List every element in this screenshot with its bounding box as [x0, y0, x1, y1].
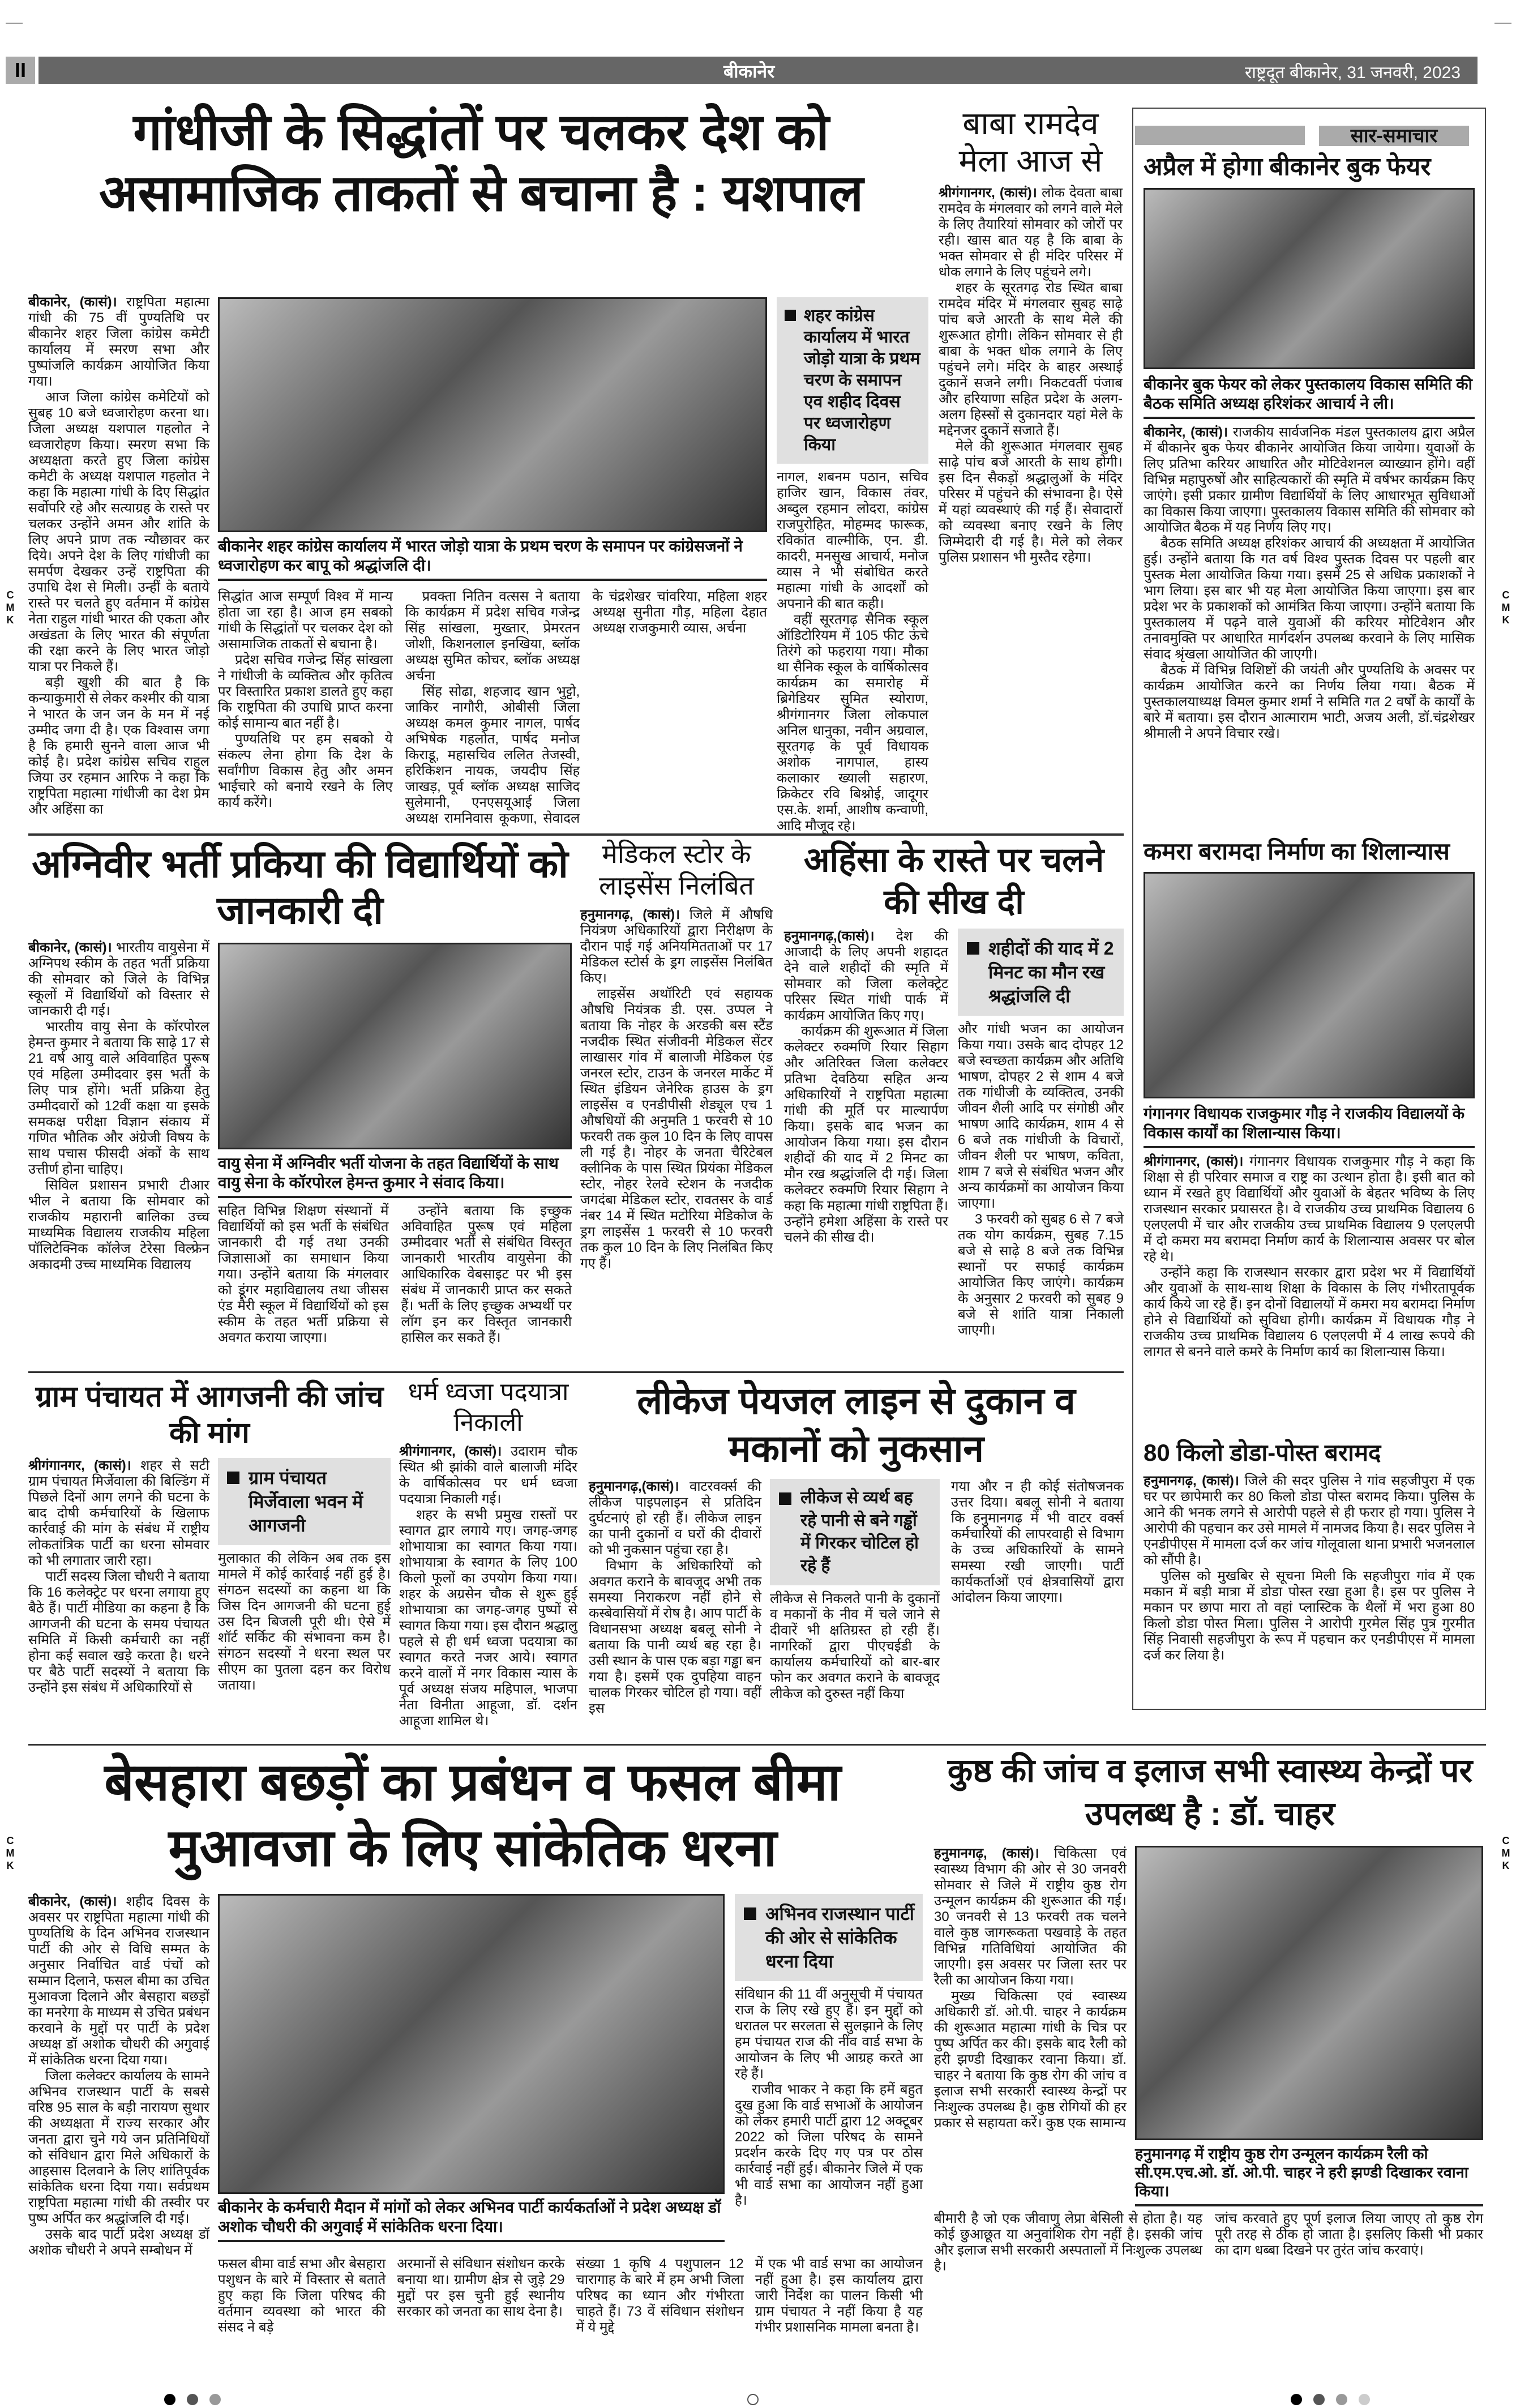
highlight-text: ग्राम पंचायत मिर्जेवाला भवन में आगजनी	[249, 1468, 363, 1536]
dateline: बीकानेर, (कासं)।	[1144, 425, 1228, 440]
paragraph: शहर से सटी ग्राम पंचायत मिर्जेवाला की बिल्डिंग में पिछले दिनों आग लगने की घटना के बाद दोषी कर्मचारियों के खिलाफ कार्रवाई की मांग के संबंध में राष्ट्रीय लोकतांत्रिक पार्टी का धरना सोमवार को भी लगातार जारी रहा।	[28, 1458, 209, 1568]
bullet-square-icon	[227, 1472, 239, 1484]
paragraph: उन्होंने कहा कि राजस्थान सरकार द्वारा प्रदेश भर में विद्यार्थियों और युवाओं के साथ-साथ शिक्षा के विकास के लिए गंभीरतापूर्वक कार्य किये जा रहे हैं। इन दोनों विद्यालयों में कमरा मय बरामदा निर्माण होने से विद्यार्थियों को सुविधा होगी। कार्यक्रम में विधायक गौड़ ने राजकीय उच्च प्राथमिक विद्यालय 6 एलएलपी में 4 लाख रूपये की लागत से बनने वाले कमरे के निर्माण कार्य का शिलान्यास किया।	[1144, 1265, 1475, 1359]
paragraph: संविधान की 11 वीं अनुसूची में पंचायत राज के लिए रखे हुए हैं। इन मुद्दों को धरातल पर सरलता से सुलझाने के लिए हम पंचायत राज की नींव वार्ड सभा के आयोजन के लिए भी आग्रह करते आ रहे हैं।	[735, 1987, 923, 2081]
gram-right-column	[218, 1458, 391, 1738]
doda-headline: 80 किलो डोडा-पोस्त बरामद	[1144, 1439, 1381, 1466]
paragraph: मुलाकात की लेकिन अब तक इस मामले में कोई कार्रवाई नहीं हुई है। संगठन सदस्यों का कहना था कि जिस दिन आगजनी की घटना हुई उस दिन बिजली पूरी थी। ऐसे में शॉर्ट सर्किट की संभावना कम है। संगठन सदस्यों ने धरना स्थल पर सीएम का पुतला दहन कर विरोध जताया।	[218, 1551, 391, 1693]
agniveer-body-col1	[28, 940, 209, 1365]
gandhi-body-col-right	[777, 469, 928, 834]
paragraph: पार्टी सदस्य जिला चौधरी ने बताया कि 16 कलेक्ट्रेट पर धरना लगाया हुए बैठे हैं। पार्टी मीडिया का कहना है कि आगजनी की घटना के समय पंचायत समिति में किसी कर्मचारी का नहीं होना कई सवाल खड़े करता है। धरने पर बैठे पार्टी सदस्यों ने बताया कि उन्होंने इस संबंध में अधिकारियों से	[28, 1569, 209, 1695]
kamra-body	[1144, 1154, 1475, 1360]
agniveer-photo	[218, 943, 572, 1149]
paragraph: पुण्यतिथि पर हम सबको ये संकल्प लेना होगा कि देश के सर्वांगीण विकास हेतु और अमन भाईचारे को बनाये रखने के लिए कार्य करेंगे।	[218, 732, 393, 810]
section-divider	[28, 1371, 1124, 1373]
color-dot	[209, 2394, 221, 2405]
paragraph: प्रवक्ता नितिन वत्सस ने बताया कि कार्यक्रम में प्रदेश सचिव गजेन्द्र सिंह सांखला, मुख्तार, प्रेमरतन जोशी, किशनलाल इनखिया, ब्लॉक अध्यक्ष सुमित कोचर, ब्लॉक अध्यक्ष अर्चना	[405, 589, 580, 683]
color-dot	[187, 2394, 198, 2405]
paragraph: राजीव भाकर ने कहा कि हमें बहुत दुख हुआ कि वार्ड सभाओं के आयोजन को लेकर हमारी पार्टी द्वारा 12 अक्टूबर 2022 को जिला परिषद के सामने प्रदर्शन करके दिए गए पत्र पर ठोस कार्रवाई नहीं हुई। बीकानेर जिले में एक भी वार्ड सभा का आयोजन नहीं हुआ है।	[735, 2082, 923, 2208]
paragraph: लाइसेंस अथॉरिटी एवं सहायक औषधि नियंत्रक डी. एस. उप्पल ने बताया कि नोहर के अरडकी बस स्टैंड नजदीक स्थित संजीवनी मेडिकल सेंटर लाखासर गांव में बालाजी मेडिकल एंड जनरल स्टोर, टाउन के जनरल मार्केट में स्थित इंडियन जेनेरिक हाउस के ड्रग लाइसेंस व एनडीपीसी शेड्यूल एच 1 औषधियों की अनुमति 1 फरवरी से 10 फरवरी तक कुल 10 दिन के लिए वापस ली गई है। नोहर के जनता चैरिटेबल क्लीनिक के पास स्थित प्रियंका मेडिकल स्टोर, नोहर रेलवे स्टेशन के नजदीक जगदंबा मेडिकल स्टोर, रावतसर के वार्ड नंबर 14 में स्थित मटोरिया मेडिकोज के ड्रग लाइसेंस 1 फरवरी से 10 फरवरी तक कुल 10 दिन के लिए निलंबित किए गए हैं।	[580, 986, 773, 1271]
gandhi-highlight-box	[777, 297, 928, 464]
color-dot	[1359, 2394, 1370, 2405]
dateline: श्रीगंगानगर, (कासं)।	[399, 1444, 502, 1459]
paragraph: लोक देवता बाबा रामदेव के मंगलवार को लगने वाले मेले के लिए तैयारियां सोमवार को जोरों पर रही। खास बात यह है कि बाबा के भक्त सोमवार से ही मंदिर परिसर में धोक लगाने के लिए पहुंचने लगे।	[939, 185, 1123, 280]
ahinsa-highlight-box	[958, 929, 1124, 1016]
paragraph: में एक भी वार्ड सभा का आयोजन नहीं हुआ है। इस कार्यालय द्वारा जारी निर्देश का पालन किसी भी ग्राम पंचायत ने नहीं किया है यह गंभीर प्रशासनिक मामला बनता है।	[755, 2256, 923, 2335]
paragraph: उदाराम चौक स्थित श्री झांकी वाले बालाजी मंदिर के वार्षिकोत्सव पर धर्म ध्वजा पदयात्रा निकाली गई।	[399, 1444, 577, 1507]
besahara-body-bottom	[218, 2256, 923, 2389]
besahara-body-col1	[28, 1894, 209, 2389]
dharm-body	[399, 1444, 577, 1729]
section-name: बीकानेर	[723, 61, 775, 82]
ahinsa-headline: अहिंसा के रास्ते पर चलने की सीख दी	[803, 841, 1104, 921]
kushth-headline: कुष्ठ की जांच व इलाज सभी स्वास्थ्य केन्द्रों पर उपलब्ध है : डॉ. चाहर	[947, 1752, 1473, 1832]
highlight-text: अभिनव राजस्थान पार्टी की ओर से सांकेतिक धरना दिया	[765, 1904, 914, 1971]
gandhi-right-column	[777, 297, 928, 833]
paragraph: बीमारी है जो एक जीवाणु लेप्रा बेसिली से होता है। यह कोई छुआछूत या अनुवांशिक रोग नहीं है। इसकी जांच और इलाज सभी सरकारी अस्पतालों में निःशुल्क उपलब्ध है।	[934, 2211, 1202, 2274]
dharm-article	[399, 1377, 577, 1739]
paragraph: जिले में औषधि नियंत्रण अधिकारियों द्वारा निरीक्षण के दौरान पाई गई अनियमितताओं पर 17 मेडिकल स्टोर्स के ड्रग लाइसेंस निलंबित किए।	[580, 907, 773, 986]
besahara-right-column	[735, 1894, 923, 2251]
sidebar-label-bar	[1135, 126, 1305, 145]
medical-body	[580, 907, 773, 1272]
besahara-body-col-right	[735, 1987, 923, 2209]
paragraph: मुख्य चिकित्सा एवं स्वास्थ्य अधिकारी डॉ. ओ.पी. चाहर ने कार्यक्रम की शुरूआत महात्मा गांधी के चित्र पर पुष्प अर्पित कर की। इसके बाद रैली को हरी झण्डी दिखाकर रवाना किया। डॉ. चाहर ने बताया कि कुष्ठ रोग की जांच व इलाज सभी सरकारी स्वास्थ्य केन्द्रों पर निःशुल्क उपलब्ध है। कुष्ठ रोगियों की हर प्रकार से सहायता करें। कुष्ठ एक सामान्य	[934, 1988, 1127, 2131]
dateline: हनुमानगढ़, (कासं)।	[580, 907, 680, 922]
paragraph: मेले की शुरूआत मंगलवार सुबह साढ़े पांच बजे आरती के साथ होगी। इस दिन सैकड़ों श्रद्धालुओं के मंदिर परिसर में पहुंचने की संभावना है। ऐसे में यहां व्यवस्थाएं की गई हैं। सेवादारों को व्यवस्था बनाए रखने के लिए जिम्मेदारी दी गई है। मेले को लेकर पुलिस प्रशासन भी मुस्तैद रहेगा।	[939, 439, 1123, 565]
bookfair-article	[1144, 152, 1475, 831]
paragraph: शहर के सूरतगढ़ रोड स्थित बाबा रामदेव मंदिर में मंगलवार सुबह साढ़े पांच बजे आरती के साथ मेले की शुरूआत होगी। लेकिन सोमवार से ही बाबा के भक्त धोक लगाने के लिए पहुंचने लगे। मंदिर के बाहर अस्थाई दुकानें सजने लगी। निकटवर्ती पंजाब और हरियाणा सहित प्रदेश के अलग-अलग हिस्सों से दुकानदार यहां मेले के मद्देनजर दुकानें सजाते हैं।	[939, 280, 1123, 438]
paragraph: अरमानों से संविधान संशोधन करके बनाया था। ग्रामीण क्षेत्र से जुड़े 29 मुद्दों पर इस चुनी हुई स्थानीय सरकार को जनता का साथ देना है।	[397, 2256, 565, 2319]
paragraph: प्रदेश सचिव गजेन्द्र सिंह सांखला ने गांधीजी के व्यक्तित्व और कृतित्व पर विस्तारित प्रकाश डालते हुए कहा कि राष्ट्रपिता की उपाधि प्राप्त करना कोई सामान्य बात नहीं है।	[218, 652, 393, 731]
besahara-highlight-box	[735, 1894, 923, 1981]
kushth-photo	[1135, 1846, 1483, 2140]
registration-mark	[6, 23, 23, 24]
ahinsa-body-col1	[784, 929, 948, 1365]
ahinsa-right-column	[958, 929, 1124, 1365]
kushth-photo-caption: हनुमानगढ़ में राष्ट्रीय कुष्ठ रोग उन्मूलन कार्यक्रम रैली को सी.एम.एच.ओ. डॉ. ओ.पी. चाहर ने हरी झण्डी दिखाकर रवाना किया।	[1135, 2145, 1483, 2206]
paragraph: लीकेज से निकलते पानी के दुकानों व मकानों के नीव में चले जाने से दीवारें भी क्षतिग्रस्त हो रही हैं। नागरिकों द्वारा पीएचईडी के कार्यालय कर्मचारियों को बार-बार फोन कर अवगत कराने के बावजूद लीकेज को दुरुस्त नहीं किया	[770, 1591, 940, 1701]
paragraph: पुलिस को मुखबिर से सूचना मिली कि सहजीपुरा गांव में एक मकान में बड़ी मात्रा में डोडा पोस्त रखा हुआ है। इस पर पुलिस ने मकान पर छापा मारा तो वहां प्लास्टिक के थैलों में भरा हुआ 80 किलो डोडा पोस्त मिला। पुलिस ने आरोपी गुरमेल सिंह पुत्र गुरमीत सिंह निवासी सहजीपुरा के रूप में पहचान कर एनडीपीएस में मामला दर्ज कर लिया है।	[1144, 1568, 1475, 1663]
color-dot	[164, 2394, 175, 2405]
gram-headline: ग्राम पंचायत में आगजनी की जांच की मांग	[35, 1380, 384, 1449]
besahara-photo	[218, 1894, 725, 2194]
highlight-text: शहर कांग्रेस कार्यालय में भारत जोड़ो यात्रा के प्रथम चरण के समापन एव शहीद दिवस पर ध्वजारोहण किया	[804, 306, 920, 454]
bullet-square-icon	[785, 310, 796, 321]
paragraph: फसल बीमा वार्ड सभा और बेसहारा पशुधन के बारे में विस्तार से बताते हुए कहा कि जिला परिषद की वर्तमान व्यवस्था को भारत की संसद ने बड़े	[218, 2256, 386, 2335]
paragraph: 3 फरवरी को सुबह 6 से 7 बजे तक योग कार्यक्रम, सुबह 7.15 बजे से साढ़े 8 बजे तक विभिन्न स्थानों पर सफाई कार्यक्रम आयोजित किए जाएंगे। कार्यक्रम के अनुसार 2 फरवरी को सुबह 9 बजे से शांति यात्रा निकाली जाएगी।	[958, 1212, 1124, 1338]
dateline: हनुमानगढ़, (कासं)।	[934, 1846, 1039, 1861]
dateline: हनुमानगढ़,(कासं)।	[589, 1479, 679, 1494]
doda-article	[1144, 1438, 1475, 1704]
medical-headline: मेडिकल स्टोर के लाइसेंस निलंबित	[599, 839, 754, 900]
bullet-square-icon	[779, 1492, 791, 1505]
crosshair-mark	[747, 2394, 759, 2405]
page-number: II	[6, 57, 35, 84]
page-header-bar	[38, 57, 1478, 84]
paragraph: बैठक में विभिन्न विशिष्टों की जयंती और पुण्यतिथि के अवसर पर कार्यक्रम आयोजित करने का निर्णय लिया गया। बैठक में पुस्तकालयाध्यक्ष विमल कुमार शर्मा ने समिति गत 2 वर्षों के कार्यों के बारे में बताया। इस दौरान आत्माराम भाटी, अजय अली, डॉ.चंद्रशेखर श्रीमाली ने अपने विचार रखे।	[1144, 662, 1475, 741]
leakage-body-col1	[589, 1479, 761, 1738]
color-registration-marks: C M K	[6, 1835, 15, 1871]
dateline: हनुमानगढ़, (कासं)।	[1144, 1473, 1240, 1489]
color-dot	[1336, 2394, 1347, 2405]
kamra-article	[1144, 837, 1475, 1414]
bookfair-photo	[1144, 188, 1475, 369]
gandhi-photo	[218, 297, 767, 532]
kamra-headline: कमरा बरामदा निर्माण का शिलान्यास	[1144, 838, 1450, 865]
section-divider	[28, 833, 1124, 836]
paragraph: बड़ी खुशी की बात है कि कन्याकुमारी से लेकर कश्मीर की यात्रा ने भारत के जन जन के मन में नई उम्मीद जगा दी है। एक विश्वास जगा है कि हमारी सुनने वाला आज भी कोई है। प्रदेश कांग्रेस सचिव राहुल जिया उर रहमान आरिफ ने कहा कि राष्ट्रपिता महात्मा गांधीजी का देश प्रेम और अहिंसा का	[28, 675, 209, 817]
dateline: बीकानेर, (कासं)।	[28, 1894, 117, 1909]
leakage-headline: लीकेज पेयजल लाइन से दुकान व मकानों को नुकसान	[637, 1380, 1076, 1469]
color-registration-marks: C M K	[6, 589, 15, 626]
bullet-square-icon	[744, 1907, 756, 1920]
paragraph: कार्यक्रम की शुरूआत में जिला कलेक्टर रुक्मणि रियार सिहाग और अतिरिक्त जिला कलेक्टर प्रतिभा देवठिया सहित अन्य अधिकारियों ने राष्ट्रपिता महात्मा गांधी की मूर्ति पर माल्यार्पण किया। इसके बाद भजन का आयोजन किया गया। इस दौरान शहीदों की याद में 2 मिनट का मौन रख श्रद्धांजलि दी गई। जिला कलेक्टर रुक्मणि रियार सिहाग ने कहा कि महात्मा गांधी राष्ट्रपिता हैं। उन्होंने हमेशा अहिंसा के रास्ते पर चलने की सीख दी।	[784, 1024, 948, 1245]
newspaper-dateline: राष्ट्रदूत बीकानेर, 31 जनवरी, 2023	[1245, 63, 1461, 82]
dharm-headline: धर्म ध्वजा पदयात्रा निकाली	[408, 1378, 569, 1436]
gram-body-col1	[28, 1458, 209, 1738]
kamra-photo	[1144, 872, 1475, 1098]
paragraph: वाटरवर्क्स की लीकेज पाइपलाइन से प्रतिदिन दुर्घटनाएं हो रही हैं। लीकेज लाइन का पानी दुकानों व घरों की दीवारों को भी नुकसान पहुंचा रहा है।	[589, 1479, 762, 1558]
paragraph: जिला कलेक्टर कार्यालय के सामने अभिनव राजस्थान पार्टी के सबसे वरिष्ठ 95 साल के बड़ी नारायण सुथार की अध्यक्षता में राज्य सरकार और जनता द्वारा चुने गये जन प्रतिनिधियों को संविधान द्वारा मिले अधिकारों के आहसास दिलवाने के लिए शांतिपूर्वक सांकेतिक धरना दिया गया। सर्वप्रथम राष्ट्रपिता महात्मा गांधी की तस्वीर पर पुष्प अर्पित कर श्रद्धांजलि दी गई।	[28, 2068, 209, 2226]
bullet-square-icon	[967, 942, 979, 955]
dateline: श्रीगंगानगर, (कासं)।	[28, 1458, 131, 1473]
gandhi-headline: गांधीजी के सिद्धांतों पर चलकर देश को असामाजिक ताकतों से बचाना है : यशपाल	[99, 104, 864, 222]
gandhi-body-cols	[218, 589, 767, 829]
medical-article	[580, 838, 773, 1367]
paragraph: जिले की सदर पुलिस ने गांव सहजीपुरा में एक घर पर छापेमारी कर 80 किलो डोडा पोस्त बरामद किया। पुलिस के आने की भनक लगने से आरोपी पहले से ही फरार हो गया। पुलिस ने आरोपी की पहचान कर उसे मामले में नामजद किया है। सदर पुलिस ने एनडीपीएस में मामला दर्ज कर जांच गोलूवाला थाना प्रभारी भजनलाल को सौंपी है।	[1144, 1473, 1475, 1568]
ahinsa-body-col2	[958, 1021, 1124, 1338]
paragraph: भारतीय वायुसेना में अग्निपथ स्कीम के तहत भर्ती प्रक्रिया की सोमवार को जिले के विभिन्न स्कूलों में विद्यार्थियों को विस्तार से जानकारी दी गई।	[28, 940, 209, 1019]
besahara-photo-caption: बीकानेर के कर्मचारी मैदान में मांगों को लेकर अभिनव पार्टी कार्यकर्ताओं ने प्रदेश अध्यक्ष डॉ अशोक चौधरी की अगुवाई में सांकेतिक धरना दिया।	[218, 2198, 725, 2242]
paragraph: राष्ट्रपिता महात्मा गांधी की 75 वीं पुण्यतिथि पर बीकानेर शहर जिला कांग्रेस कमेटी कार्यालय में स्मरण सभा और पुष्पांजलि कार्यक्रम आयोजित किया गया।	[28, 294, 210, 389]
color-dot	[1313, 2394, 1325, 2405]
dateline: हनुमानगढ़,(कासं)।	[784, 929, 875, 944]
paragraph: भारतीय वायु सेना के कॉरपोरल हेमन्त कुमार ने बताया कि साढ़े 17 से 21 वर्ष आयु वाले अविवाहित पुरूष एवं महिला उम्मीदवार इस भर्ती के लिए पात्र होंगे। भर्ती प्रक्रिया हेतु उम्मीदवारों को 12वीं कक्षा या इसके समकक्ष परीक्षा विज्ञान संकाय में गणित भौतिक और अंग्रेजी विषय के साथ पचास फीसदी अंकों के साथ उत्तीर्ण होना चाहिए।	[28, 1019, 209, 1177]
gandhi-body-col1	[28, 294, 209, 829]
agniveer-body-cols	[218, 1203, 572, 1367]
gram-highlight-box	[218, 1458, 391, 1545]
paragraph: सिद्धांत आज सम्पूर्ण विश्व में मान्य होता जा रहा है। आज हम सबको गांधी के सिद्धांतों पर चलकर देश को असामाजिक ताकतों से बचाना है।	[218, 589, 393, 652]
paragraph: देश की आजादी के लिए अपनी शहादत देने वाले शहीदों की स्मृति में सोमवार को जिला कलेक्ट्रेट परिसर स्थित गांधी पार्क में कार्यक्रम आयोजित किए गए।	[784, 929, 948, 1023]
paragraph: चिकित्सा एवं स्वास्थ्य विभाग की ओर से 30 जनवरी सोमवार से जिले में राष्ट्रीय कुष्ठ रोग उन्मूलन कार्यक्रम की शुरूआत की गई। 30 जनवरी से 13 फरवरी तक चलने वाले कुष्ठ जागरूकता पखवाड़े के तहत विभिन्न गतिविधियां आयोजित की जाएगी। इस अवसर पर जिला स्तर पर रैली का आयोजन किया गया।	[934, 1846, 1127, 1988]
bookfair-headline: अप्रैल में होगा बीकानेर बुक फेयर	[1144, 153, 1431, 181]
gandhi-photo-caption: बीकानेर शहर कांग्रेस कार्यालय में भारत जोड़ो यात्रा के प्रथम चरण के समापन पर कांग्रेसजनों ने ध्वजारोहण कर बापू को श्रद्धांजलि दी।	[218, 537, 767, 581]
paragraph: सिंह सोढा, शहजाद खान भुट्टो, जाकिर नागौरी, ओबीसी जिला अध्यक्ष कमल कुमार नागल, पार्षद अभिषेक गहलोत, पार्षद मनोज किराडू, महासचिव ललित तेजस्वी, हरिकिशन नायक, जयदीप सिंह जाखड़, पूर्व ब्लॉक अध्यक्ष साजिद सुलेमानी, एनएसयूआई जिला अध्यक्ष रामनिवास कूकणा, सेवादल के चंद्रशेखर चांवरिया, महिला शहर अध्यक्ष सुनीता गौड़, महिला देहात अध्यक्ष राजकुमारी व्यास, अर्चना	[405, 589, 767, 826]
leakage-body-col3	[951, 1479, 1124, 1738]
baba-body	[939, 185, 1123, 566]
highlight-text: शहीदों की याद में 2 मिनट का मौन रख श्रद्धांजलि दी	[988, 938, 1114, 1006]
kushth-body-col1	[934, 1846, 1127, 2197]
agniveer-photo-caption: वायु सेना में अग्निवीर भर्ती योजना के तहत विद्यार्थियों के साथ वायु सेना के कॉरपोरल हेमन्त कुमार ने संवाद किया।	[218, 1154, 572, 1198]
baba-article	[939, 105, 1123, 829]
besahara-headline: बेसहारा बछड़ों का प्रबंधन व फसल बीमा मुआवजा के लिए सांकेतिक धरना	[104, 1753, 841, 1877]
paragraph: वहीं सूरतगढ़ सैनिक स्कूल ऑडिटोरियम में 105 फीट ऊंचे तिरंगे को फहराया गया। मौका था सैनिक स्कूल के वार्षिकोत्सव कार्यक्रम का समारोह में ब्रिगेडियर सुमित स्योराण, श्रीगंगानगर जिला लोकपाल अनिल धानुका, नवीन अग्रवाल, सूरतगढ़ के पूर्व विधायक अशोक नागपाल, हास्य कलाकार ख्याली सहारण, क्रिकेटर रवि बिश्नोई, जादूगर एस.के. शर्मा, आशीष कन्वाणी, आदि मौजूद रहे।	[777, 612, 928, 833]
paragraph: जांच करवाते हुए पूर्ण इलाज लिया जाएए तो कुष्ठ रोग पूरी तरह से ठीक हो जाता है। इसलिए किसी भी प्रकार का दाग धब्बा दिखने पर तुरंत जांच करवाएं।	[1215, 2211, 1483, 2258]
paragraph: उसके बाद पार्टी प्रदेश अध्यक्ष डॉ अशोक चौधरी ने अपने सम्बोधन में	[28, 2227, 209, 2258]
color-registration-marks: C M K	[1501, 1835, 1510, 1871]
bookfair-body	[1144, 425, 1475, 742]
paragraph: शहर के सभी प्रमुख रास्तों पर स्वागत द्वार लगाये गए। जगह-जगह शोभायात्रा का स्वागत किया गया। शोभायात्रा के स्वागत के लिए 100 किलो फूलों का उपयोग किया गया। शहर के अग्रसेन चौक से शुरू हुई शोभायात्रा का जगह-जगह पुष्पों से स्वागत किया गया। इस दौरान श्रद्धालु पहले से ही धर्म ध्वजा पदयात्रा का स्वागत करते नजर आये। स्वागत करने वालों में नगर विकास न्यास के पूर्व अध्यक्ष संजय महिपाल, भाजपा नेता विनीता आहूजा, डॉ. दर्शन आहूजा शामिल थे।	[399, 1507, 577, 1729]
agniveer-headline: अग्निवीर भर्ती प्रकिया की विद्यार्थियों को जानकारी दी	[32, 842, 568, 932]
paragraph: सिविल प्रशासन प्रभारी टीआर भील ने बताया कि सोमवार को राजकीय महारानी बालिका उच्च माध्यमिक विद्यालय राजकीय महिला पॉलिटेक्निक कॉलेज टेरेसा विल्फ्रेन अकादमी उच्च माध्यमिक विद्यालय	[28, 1178, 209, 1272]
registration-mark	[1494, 23, 1511, 24]
section-divider	[28, 1744, 1486, 1746]
paragraph: उन्होंने बताया कि इच्छुक अविवाहित पुरूष एवं महिला उम्मीदवार भर्ती से संबंधित विस्तृत जानकारी भारतीय वायुसेना की आधिकारिक वेबसाइट पर भी इस संबंध में जानकारी प्राप्त कर सकते हैं। भर्ती के लिए इच्छुक अभ्यर्थी पर लॉग इन कर विस्तृत जानकारी हासिल कर सकते हैं।	[401, 1203, 572, 1345]
doda-body	[1144, 1473, 1475, 1663]
highlight-text: लीकेज से व्यर्थ बह रहे पानी से बने गड्ढों में गिरकर चोटिल हो रहे हैं	[800, 1489, 919, 1575]
paragraph: नागल, शबनम पठान, सचिव हाजिर खान, विकास तंवर, अब्दुल रहमान लोदरा, कांग्रेस राजपुरोहित, मोहम्मद फारूक, रविकांत वाल्मीकि, एन. डी. कादरी, मनसुख आचार्य, मनोज व्यास ने भी संबोधित करते महात्मा गांधी के आदर्शों को अपनाने की बात कही।	[777, 469, 928, 611]
leakage-highlight-box	[770, 1479, 940, 1585]
paragraph: संख्या 1 कृषि 4 पशुपालन 12 चारागाह के बारे में हम अभी जिला परिषद का ध्यान और गंभीरता चाहते हैं। 73 वें संविधान संशोधन में ये मुद्दे	[576, 2256, 744, 2335]
dateline: श्रीगंगानगर, (कासं)।	[939, 185, 1037, 200]
dateline: बीकानेर, (कासं)।	[28, 940, 112, 955]
paragraph: बैठक समिति अध्यक्ष हरिशंकर आचार्य की अध्यक्षता में आयोजित हुई। उन्होंने बताया कि गत वर्ष विश्व पुस्तक दिवस पर पहली बार पुस्तक मेला आयोजित किया गया। इसमें 25 से अधिक प्रकाशकों ने भाग लिया। इस बार भी यह मेला आयोजित किया जाएगा। इस बार प्रदेश भर के प्रकाशकों को आमंत्रित किया जाएगा। उन्होंने बताया कि पुस्तकालय में पढ़ने वाले युवाओं की करियर मोटिवेशन और तनावमुक्ति पर आधारित मार्गदर्शन उपलब्ध करवाने के लिए मासिक संवाद श्रृंखला आयोजित की जाएगी।	[1144, 536, 1475, 662]
paragraph: और गांधी भजन का आयोजन किया गया। उसके बाद दोपहर 12 बजे स्वच्छता कार्यक्रम और अतिथि भाषण, दोपहर 2 से शाम 4 बजे तक गांधीजी के व्यक्तित्व, उनकी जीवन शैली आदि पर संगोष्ठी और भाषण आदि कार्यक्रम, शाम 4 से 6 बजे तक गांधीजी के विचारों, जीवन शैली पर भाषण, कविता, शाम 7 बजे से संबंधित भजन और अन्य कार्यक्रमों का आयोजन किया जाएगा।	[958, 1021, 1124, 1211]
bookfair-photo-caption: बीकानेर बुक फेयर को लेकर पुस्तकालय विकास समिति की बैठक समिति अध्यक्ष हरिशंकर आचार्य ने ली।	[1144, 375, 1475, 419]
baba-headline: बाबा रामदेव मेला आज से	[958, 105, 1103, 178]
sidebar-label: सार-समाचार	[1319, 126, 1469, 146]
paragraph: गंगानगर विधायक राजकुमार गौड़ ने कहा कि शिक्षा से ही परिवार समाज व राष्ट्र का उत्थान होता है। इसी बात को ध्यान में रखते हुए विद्यार्थियों और युवाओं के बेहतर भविष्य के लिए राजस्थान सरकार प्रयासरत है। वे राजकीय उच्च प्राथमिक विद्यालय 6 एलएलपी में चार और राजकीय उच्च प्राथमिक विद्यालय 9 एलएलपी में दो कमरा मय बरामदा निर्माण कार्य के शिलान्यास अवसर पर बोल रहे थे।	[1144, 1154, 1475, 1264]
kamra-photo-caption: गंगानगर विधायक राजकुमार गौड़ ने राजकीय विद्यालयों के विकास कार्यों का शिलान्यास किया।	[1144, 1104, 1475, 1148]
paragraph: राजकीय सार्वजनिक मंडल पुस्तकालय द्वारा अप्रैल में बीकानेर बुक फेयर बीकानेर आयोजित किया जायेगा। युवाओं के लिए प्रतिभा करियर आधारित और मोटिवेशनल व्याख्यान होंगे। वहीं विभिन्न महापुरुषों और साहित्यकारों की स्मृति में वर्षभर कार्यक्रम किए जाएंगे। इसी प्रकार ग्रामीण विद्यार्थियों के लिए आधारभूत सुविधाओं का विकास किया जाएगा। पुस्तकालय विकास समिति की सोमवार को आयोजित बैठक में यह निर्णय लिए गए।	[1144, 425, 1475, 535]
color-registration-marks: C M K	[1501, 589, 1510, 626]
paragraph: सहित विभिन्न शिक्षण संस्थानों में विद्यार्थियों को इस भर्ती के संबंधित जानकारी दी गई तथा उनकी जिज्ञासाओं का समाधान किया गया। उन्होंने बताया कि मंगलवार को डूंगर महाविद्यालय तथा जीसस एंड मैरी स्कूल में विद्यार्थियों को इस स्कीम के तहत भर्ती प्रक्रिया से अवगत कराया जाएगा।	[218, 1203, 389, 1345]
dateline: बीकानेर, (कासं)।	[28, 294, 117, 310]
dateline: श्रीगंगानगर, (कासं)।	[1144, 1154, 1244, 1169]
leakage-body-col2	[770, 1591, 940, 1702]
color-dot	[1291, 2394, 1302, 2405]
leakage-mid-column	[770, 1479, 940, 1738]
paragraph: आज जिला कांग्रेस कमेटियों को सुबह 10 बजे ध्वजारोहण करना था। जिला अध्यक्ष यशपाल गहलोत ने ध्वजारोहण किया। स्मरण सभा कि अध्यक्षता करते हुए जिला कांग्रेस कमेटी के अध्यक्ष यशपाल गहलोत ने कहा कि महात्मा गांधी के दिए सिद्धांत सर्वोपरि रहे और सत्याग्रह के रास्ते पर चलकर उन्होंने अमन और शांति के लिए अपने प्राण तक न्यौछावर कर दिये। अपने देश के लिए गांधीजी का समर्पण देखकर उन्हें राष्ट्रपिता की उपाधि देश से मिली। उन्हीं के बताये रास्ते पर चलते हुए वर्तमान में कांग्रेस नेता राहुल गांधी भारत की एकता और अखंडता के लिए भारत की संपूर्णता की रक्षा करने के लिए भारत जोड़ो यात्रा पर निकले हैं।	[28, 390, 209, 674]
paragraph: गया और न ही कोई संतोषजनक उत्तर दिया। बबलू सोनी ने बताया कि हनुमानगढ़ में भी वाटर वर्क्स कर्मचारियों की लापरवाही से विभाग के उच्च अधिकारियों के सामने समस्या रखी जाएगी। पार्टी कार्यकर्ताओं एवं क्षेत्रवासियों द्वारा आंदोलन किया जाएगा।	[951, 1479, 1124, 1605]
gram-body-col2	[218, 1551, 391, 1693]
paragraph: शहीद दिवस के अवसर पर राष्ट्रपिता महात्मा गांधी की पुण्यतिथि के दिन अभिनव राजस्थान पार्टी की ओर से विधि सम्मत के अनुसार निर्वाचित वार्ड पंचों को सम्मान दिलाने, फसल बीमा का उचित मुआवजा दिलाने और बेसहारा बछड़ों का मनरेगा के माध्यम से उचित प्रबंधन करवाने के मुद्दों पर पार्टी के प्रदेश अध्यक्ष डॉ अशोक चौधरी की अगुवाई में सांकेतिक धरना दिया गया।	[28, 1894, 209, 2068]
kushth-body-bottom	[934, 2211, 1483, 2389]
paragraph: विभाग के अधिकारियों को अवगत कराने के बावजूद अभी तक समस्या निराकरण नहीं होने से कस्बेवासियों में रोष है। आप पार्टी के विधानसभा अध्यक्ष बबलू सोनी ने बताया कि पानी व्यर्थ बह रहा है। उसी स्थान के पास एक बड़ा गड्ढा बन गया है। इसमें एक दुपहिया वाहन चालक गिरकर चोटिल हो गया। वहीं इस	[589, 1558, 761, 1716]
